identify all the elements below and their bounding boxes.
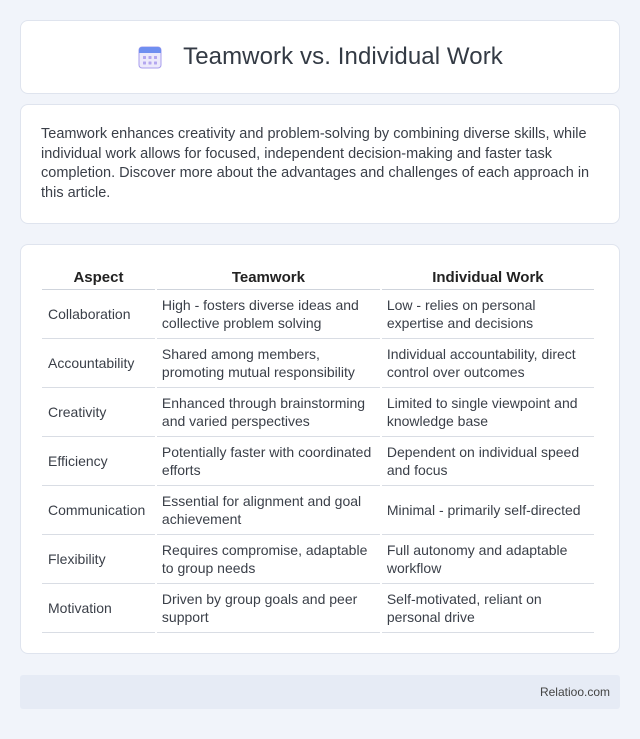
cell-teamwork: High - fosters diverse ideas and collective problem solving — [157, 290, 380, 339]
table-row — [42, 388, 594, 437]
cell-aspect: Flexibility — [42, 535, 155, 584]
table-row — [42, 584, 594, 633]
table-header-row — [42, 265, 594, 290]
comparison-table-card — [20, 244, 620, 654]
cell-individual: Limited to single viewpoint and knowledge base — [382, 388, 594, 437]
cell-aspect: Efficiency — [42, 437, 155, 486]
table-row — [42, 535, 594, 584]
cell-aspect: Collaboration — [42, 290, 155, 339]
cell-teamwork: Essential for alignment and goal achievement — [157, 486, 380, 535]
cell-individual: Minimal - primarily self-directed — [382, 486, 594, 535]
comparison-table — [40, 265, 596, 633]
cell-individual: Low - relies on personal expertise and decisions — [382, 290, 594, 339]
cell-individual: Self-motivated, reliant on personal drive — [382, 584, 594, 633]
cell-aspect: Accountability — [42, 339, 155, 388]
header-card — [20, 20, 620, 94]
header-teamwork: Teamwork — [157, 265, 380, 290]
cell-aspect: Communication — [42, 486, 155, 535]
cell-teamwork: Potentially faster with coordinated efforts — [157, 437, 380, 486]
cell-teamwork: Driven by group goals and peer support — [157, 584, 380, 633]
header-individual-work: Individual Work — [382, 265, 594, 290]
table-row — [42, 486, 594, 535]
cell-teamwork: Shared among members, promoting mutual responsibility — [157, 339, 380, 388]
intro-card — [20, 104, 620, 224]
footer-bar — [20, 675, 620, 709]
table-row — [42, 437, 594, 486]
table-row — [42, 290, 594, 339]
table-row — [42, 339, 594, 388]
cell-aspect: Motivation — [42, 584, 155, 633]
cell-teamwork: Enhanced through brainstorming and varied perspectives — [157, 388, 380, 437]
cell-individual: Dependent on individual speed and focus — [382, 437, 594, 486]
cell-individual: Full autonomy and adaptable workflow — [382, 535, 594, 584]
calendar-icon — [137, 44, 163, 70]
cell-aspect: Creativity — [42, 388, 155, 437]
page-title: Teamwork vs. Individual Work — [183, 43, 503, 70]
header-aspect: Aspect — [42, 265, 155, 290]
title-wrap — [137, 43, 503, 71]
intro-paragraph: Teamwork enhances creativity and problem-solving by combining diverse skills, while individual work allows for focused, independent decision-making and faster task completion. Discover more about the advantages and challenges of each approach in this article. — [41, 126, 590, 201]
footer-brand: Relatioo.com — [539, 685, 610, 699]
cell-individual: Individual accountability, direct control over outcomes — [382, 339, 594, 388]
cell-teamwork: Requires compromise, adaptable to group needs — [157, 535, 380, 584]
